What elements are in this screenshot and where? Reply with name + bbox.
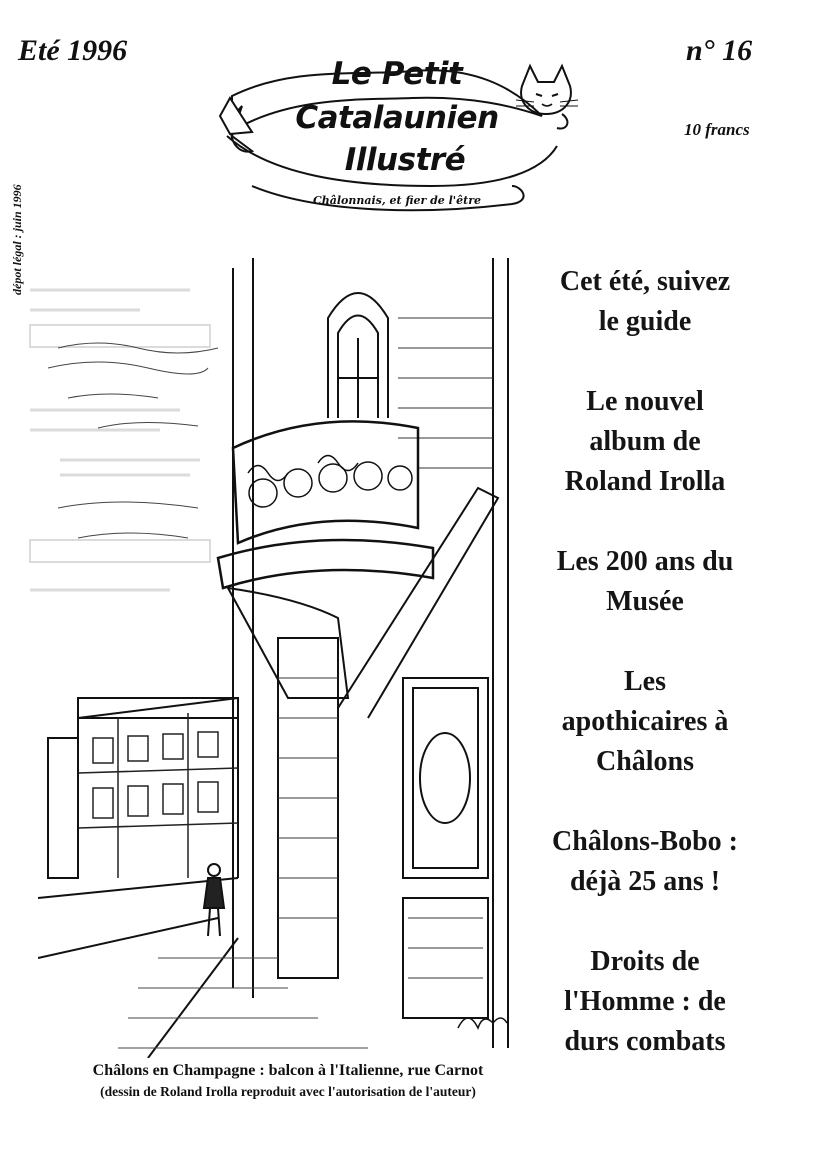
masthead-tagline: Châlonnais, et fier de l'être	[312, 194, 482, 207]
headline: Cet été, suivez le guide	[559, 266, 731, 337]
masthead-title-line2: Catalaunien	[295, 100, 499, 136]
headline: Le nouvel album de Roland Irolla	[564, 386, 726, 497]
issue-date: Eté 1996	[18, 34, 128, 67]
headline: Les 200 ans du Musée	[556, 546, 734, 617]
caption-line1: Châlons en Champagne : balcon à l'Italienne, rue Carnot	[92, 1062, 484, 1079]
headline: Les apothicaires à Châlons	[561, 666, 729, 777]
issue-number: n° 16	[686, 34, 753, 67]
masthead-title-line1: Le Petit	[331, 56, 463, 92]
legal-deposit-notice: dépot légal : juin 1996	[10, 184, 24, 295]
caption-line2: (dessin de Roland Irolla reproduit avec l'autorisation de l'auteur)	[100, 1084, 476, 1099]
masthead	[212, 36, 582, 216]
illustration-caption	[28, 1060, 548, 1102]
headline: Droits de l'Homme : de durs combats	[564, 946, 726, 1057]
headlines-column	[530, 262, 760, 1102]
street-balcony-drawing	[38, 258, 520, 1058]
price: 10 francs	[684, 120, 750, 139]
headline: Châlons-Bobo : déjà 25 ans !	[552, 826, 738, 897]
masthead-title-line3: Illustré	[344, 142, 466, 178]
